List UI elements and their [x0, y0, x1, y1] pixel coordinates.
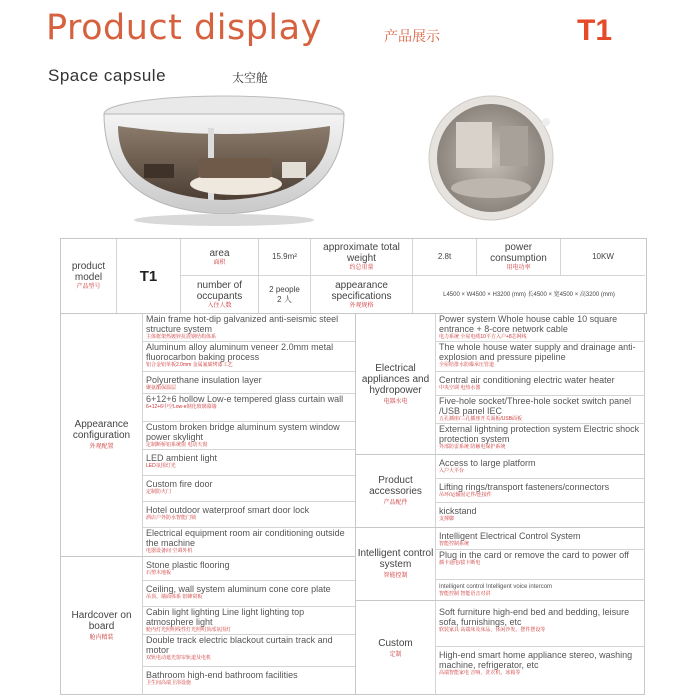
- spec-table: [60, 238, 647, 314]
- spec-area-value: 15.9m²: [272, 252, 297, 261]
- item-text: Intelligent control Intelligent voice intercom: [439, 584, 553, 590]
- spec-dimensions-value-cell: [413, 276, 645, 313]
- list-item: [436, 580, 645, 600]
- item-text: kickstand: [439, 506, 477, 516]
- spec-power-label-cell: [477, 239, 561, 276]
- spec-model-label-cell: [61, 239, 117, 313]
- item-text: Intelligent Electrical Control System: [439, 531, 581, 541]
- item-text: The whole house water supply and drainage anti-explosion and pressure pipeline: [439, 342, 636, 362]
- list-item: [143, 528, 355, 556]
- item-text-cn: 酒店户外防水智能门锁: [146, 515, 197, 521]
- spec-area-label: area: [209, 247, 230, 259]
- spec-area-value-cell: [259, 239, 311, 276]
- spec-dimensions-value: L4500 × W4500 × H3200 (mm) 长4500 × 宽4500 × 高3200 (mm): [443, 291, 615, 298]
- category-custom: [356, 601, 436, 695]
- list-item: [436, 424, 645, 454]
- list-item: [143, 476, 355, 502]
- item-text: 6+12+6 hollow Low-e tempered glass curtain wall: [146, 394, 344, 404]
- category-intelligent-control: [356, 528, 436, 600]
- item-text-cn: 铝合金铝单板2.0mm 金属氟碳烤漆工艺: [146, 362, 233, 368]
- category-label: Electrical appliances and hydropower: [361, 362, 430, 396]
- list-item: [436, 314, 645, 342]
- item-text: Soft furniture high-end bed and bedding, leisure sofa, furnishings, etc: [439, 607, 630, 627]
- list-item: [143, 607, 355, 635]
- category-label-cn: 产品配件: [383, 500, 408, 506]
- list-item: [143, 450, 355, 476]
- item-text-cn: 高端智能家电 音响，洗衣机，冰箱等: [439, 670, 521, 676]
- item-text: Hotel outdoor waterproof smart door lock: [146, 505, 310, 515]
- item-text-cn: 智能控制 智能语音对讲: [439, 591, 491, 597]
- category-electrical: [356, 314, 436, 454]
- category-appearance: [61, 314, 143, 556]
- list-item: [143, 557, 355, 581]
- item-text-cn: 6+12+6中空Low-e钢化玻璃幕墙: [146, 404, 217, 410]
- category-label-cn: 外观配置: [89, 444, 114, 450]
- item-text-cn: 全屋给排水防爆承压管道: [439, 362, 495, 368]
- item-text-cn: 智能控制系统: [439, 541, 470, 547]
- spec-dimensions-label: appearance specifications: [331, 279, 392, 302]
- item-text-cn: 双轨电动遮光窗帘轨道及电机: [146, 655, 212, 661]
- item-text: Custom broken bridge aluminum system window power skylight: [146, 422, 340, 442]
- spec-weight-value: 2.8t: [437, 252, 452, 261]
- item-text-cn: 舱内灯光照明线性灯光照明顶部氛围灯: [146, 627, 232, 633]
- item-text-cn: 插卡通电/拔卡断电: [439, 560, 481, 566]
- spec-power-label-cn: 用电功率: [506, 265, 531, 271]
- item-text: LED ambient light: [146, 453, 218, 463]
- spec-occupants-value: 2 people: [269, 284, 300, 294]
- list-item: [143, 502, 355, 528]
- item-text: Lifting rings/transport fasteners/connectors: [439, 482, 610, 492]
- list-item: [436, 455, 645, 479]
- category-label-cn: 电器水电: [383, 398, 408, 405]
- spec-area-label-cell: [181, 239, 259, 276]
- item-text: Aluminum alloy aluminum veneer 2.0mm metal fluorocarbon baking process: [146, 342, 334, 362]
- spec-model-value: T1: [139, 267, 158, 285]
- spec-weight-value-cell: [413, 239, 477, 276]
- list-item: [143, 394, 355, 422]
- item-text-cn: 外部防雷系统 防触电保护系统: [439, 444, 506, 450]
- spec-occupants-value-cn: 2 人: [277, 294, 292, 304]
- spec-model-label: product model: [71, 261, 106, 283]
- spec-weight-label-cn: 约总重量: [349, 265, 374, 271]
- item-text-cn: 电器设备间 空调外机: [146, 548, 193, 554]
- spec-area-label-cn: 面积: [213, 259, 226, 266]
- list-item: [436, 528, 645, 550]
- page-title-cn: 产品展示: [384, 28, 440, 44]
- item-text: Power system Whole house cable 10 square entrance + 8-core network cable: [439, 314, 618, 334]
- category-label: Custom: [378, 637, 413, 649]
- spec-occupants-value-cell: [259, 276, 311, 313]
- item-text: Double track electric blackout curtain track and motor: [146, 635, 333, 655]
- item-text: Central air conditioning electric water heater: [439, 375, 615, 385]
- item-text-cn: LED氛围灯光: [146, 463, 176, 469]
- item-text-cn: 吊环/运输固定件/连接件: [439, 492, 492, 498]
- list-item: [436, 550, 645, 580]
- list-item: [436, 601, 645, 647]
- list-item: [143, 667, 355, 695]
- spec-occupants-label-cn: 入住人数: [207, 302, 232, 309]
- item-text: Cabin light lighting Line light lighting top atmosphere light: [146, 607, 305, 627]
- category-label-cn: 定制: [389, 651, 402, 658]
- spec-model-label-cn: 产品型号: [76, 284, 101, 290]
- category-accessories: [356, 455, 436, 527]
- list-item: [143, 342, 355, 372]
- spec-dimensions-label-cell: [311, 276, 413, 313]
- item-text-cn: 定制防火门: [146, 489, 172, 495]
- item-text-cn: 石塑木地板: [146, 570, 172, 576]
- item-text: Ceiling, wall system aluminum cone core plate: [146, 584, 331, 594]
- spec-occupants-label: number of occupants: [196, 279, 243, 302]
- item-text-cn: 中央空调 电热水器: [439, 385, 481, 391]
- item-text-cn: 聚氨酯保温层: [146, 385, 177, 391]
- category-label: Appearance configuration: [72, 419, 131, 441]
- category-label-cn: 舱内精装: [89, 635, 114, 641]
- item-text-cn: 入户大平台: [439, 468, 465, 474]
- category-hardcover: [61, 557, 143, 695]
- spec-power-value-cell: [561, 239, 645, 276]
- list-item: [436, 342, 645, 372]
- spec-power-value: 10KW: [592, 252, 614, 261]
- category-label: Hardcover on board: [71, 610, 132, 632]
- list-item: [436, 396, 645, 424]
- spec-weight-label: approximate total weight: [323, 242, 400, 264]
- item-text-cn: 吊顶、墙面体系 铝蜂窝板: [146, 594, 203, 600]
- item-text-cn: 支撑脚: [439, 516, 455, 522]
- configuration-table: [60, 313, 645, 695]
- page-title: Product display: [46, 8, 322, 48]
- category-label-cn: 智能控制: [383, 573, 408, 579]
- category-label: Intelligent control system: [357, 548, 434, 570]
- item-text-cn: 五孔插座/三孔插座开关面板/USB面板: [439, 416, 523, 422]
- item-text: Bathroom high-end bathroom facilities: [146, 670, 298, 680]
- spec-power-label: power consumption: [490, 242, 547, 264]
- item-text: Polyurethane insulation layer: [146, 375, 262, 385]
- item-text-cn: 卫生间高端卫浴设施: [146, 680, 192, 686]
- list-item: [436, 503, 645, 527]
- capsule-interior-image: [396, 92, 586, 222]
- item-text-cn: 电力系统 全屋电缆10平方入户+8芯网线: [439, 334, 527, 340]
- list-item: [143, 314, 355, 342]
- item-text: Plug in the card or remove the card to power off: [439, 550, 629, 560]
- list-item: [143, 635, 355, 667]
- list-item: [436, 479, 645, 503]
- list-item: [436, 372, 645, 396]
- list-item: [143, 581, 355, 607]
- spec-model-value-cell: [117, 239, 181, 313]
- item-text: Electrical equipment room air conditioning outside the machine: [146, 528, 345, 548]
- category-label: Product accessories: [369, 475, 422, 497]
- product-subtitle-cn: 太空舱: [232, 71, 269, 85]
- item-text-cn: 软装家具 高端床及床品，休闲沙发，摆件摆设等: [439, 627, 546, 633]
- spec-occupants-label-cell: [181, 276, 259, 313]
- model-code: T1: [577, 14, 613, 47]
- item-text-cn: 主体框架热镀锌抗震钢结构体系: [146, 334, 217, 340]
- list-item: [436, 647, 645, 695]
- item-text: Main frame hot-dip galvanized anti-seismic steel structure system: [146, 314, 339, 334]
- spec-dimensions-label-cn: 外观规格: [349, 302, 374, 309]
- item-text: External lightning protection system Electric shock protection system: [439, 424, 640, 444]
- spec-weight-label-cell: [311, 239, 413, 276]
- item-text: Custom fire door: [146, 479, 213, 489]
- item-text-cn: 定制断桥铝系统窗 电动天窗: [146, 442, 208, 448]
- list-item: [143, 372, 355, 394]
- list-item: [143, 422, 355, 450]
- product-subtitle: Space capsule: [48, 66, 167, 85]
- item-text: High-end smart home appliance stereo, washing machine, refrigerator, etc: [439, 650, 633, 670]
- capsule-exterior-image: [86, 92, 362, 230]
- item-text: Five-hole socket/Three-hole socket switch panel /USB panel IEC: [439, 396, 632, 416]
- item-text: Stone plastic flooring: [146, 560, 230, 570]
- item-text: Access to large platform: [439, 458, 536, 468]
